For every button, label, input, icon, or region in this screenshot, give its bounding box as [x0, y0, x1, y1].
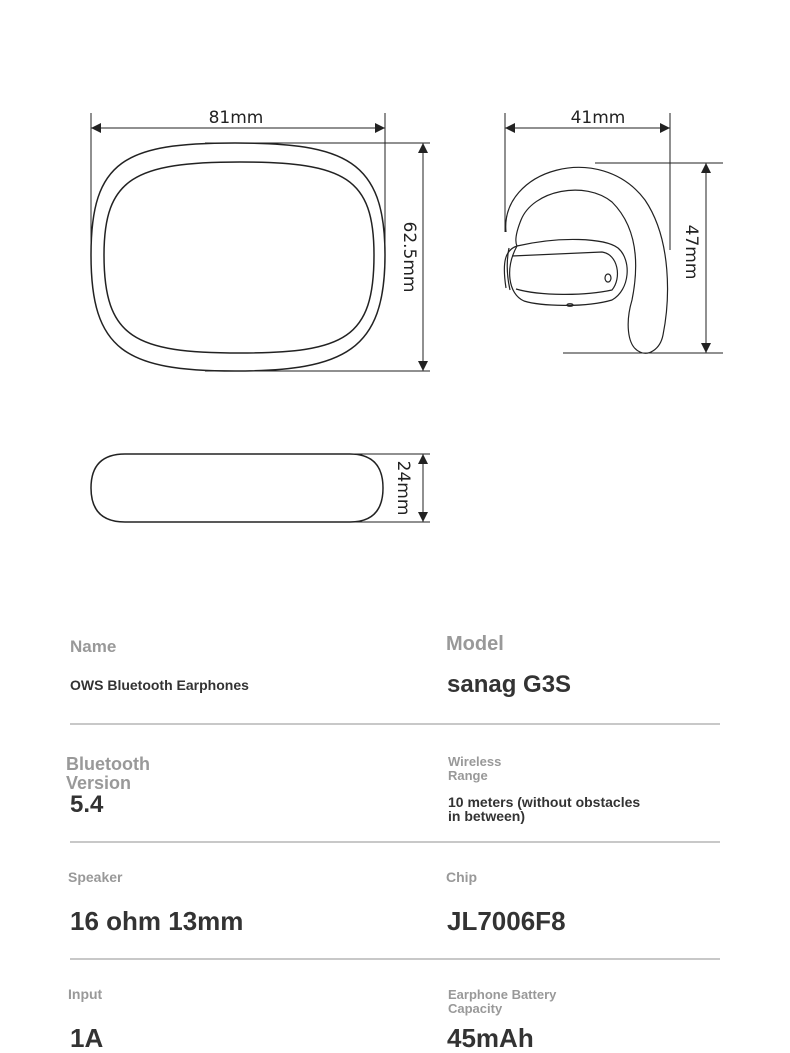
- model-value: sanag G3S: [447, 671, 572, 698]
- spec-divider: [70, 723, 720, 725]
- input-label: Input: [68, 986, 103, 1002]
- chip-value: JL7006F8: [447, 906, 566, 936]
- earbud-view: [504, 167, 667, 353]
- spec-divider: [70, 958, 720, 960]
- case-depth-label: 24mm: [393, 460, 413, 516]
- wireless-range-value: 10 meters (without obstacles in between): [448, 794, 641, 824]
- earbud-height-label: 47mm: [681, 224, 701, 280]
- bluetooth-version-value: 5.4: [70, 791, 104, 818]
- case-top-view: [91, 143, 385, 371]
- earbud-width-dimension: [505, 113, 670, 250]
- case-height-dimension: [205, 143, 430, 371]
- name-label: Name: [70, 637, 117, 656]
- case-width-label: 81mm: [208, 108, 264, 128]
- speaker-value: 16 ohm 13mm: [70, 906, 244, 936]
- case-width-dimension: [91, 113, 385, 255]
- chip-label: Chip: [446, 869, 478, 885]
- case-height-label: 62.5mm: [399, 221, 419, 293]
- battery-capacity-label: Earphone Battery Capacity: [448, 987, 557, 1016]
- earbud-width-label: 41mm: [570, 108, 626, 128]
- bluetooth-version-label: Bluetooth Version: [66, 754, 150, 793]
- case-side-view: [91, 454, 383, 522]
- model-label: Model: [446, 633, 504, 655]
- speaker-label: Speaker: [68, 869, 123, 885]
- battery-capacity-value: 45mAh: [447, 1023, 534, 1053]
- wireless-range-label: Wireless Range: [448, 754, 502, 783]
- spec-divider: [70, 841, 720, 843]
- input-value: 1A: [70, 1023, 104, 1053]
- name-value: OWS Bluetooth Earphones: [70, 677, 249, 693]
